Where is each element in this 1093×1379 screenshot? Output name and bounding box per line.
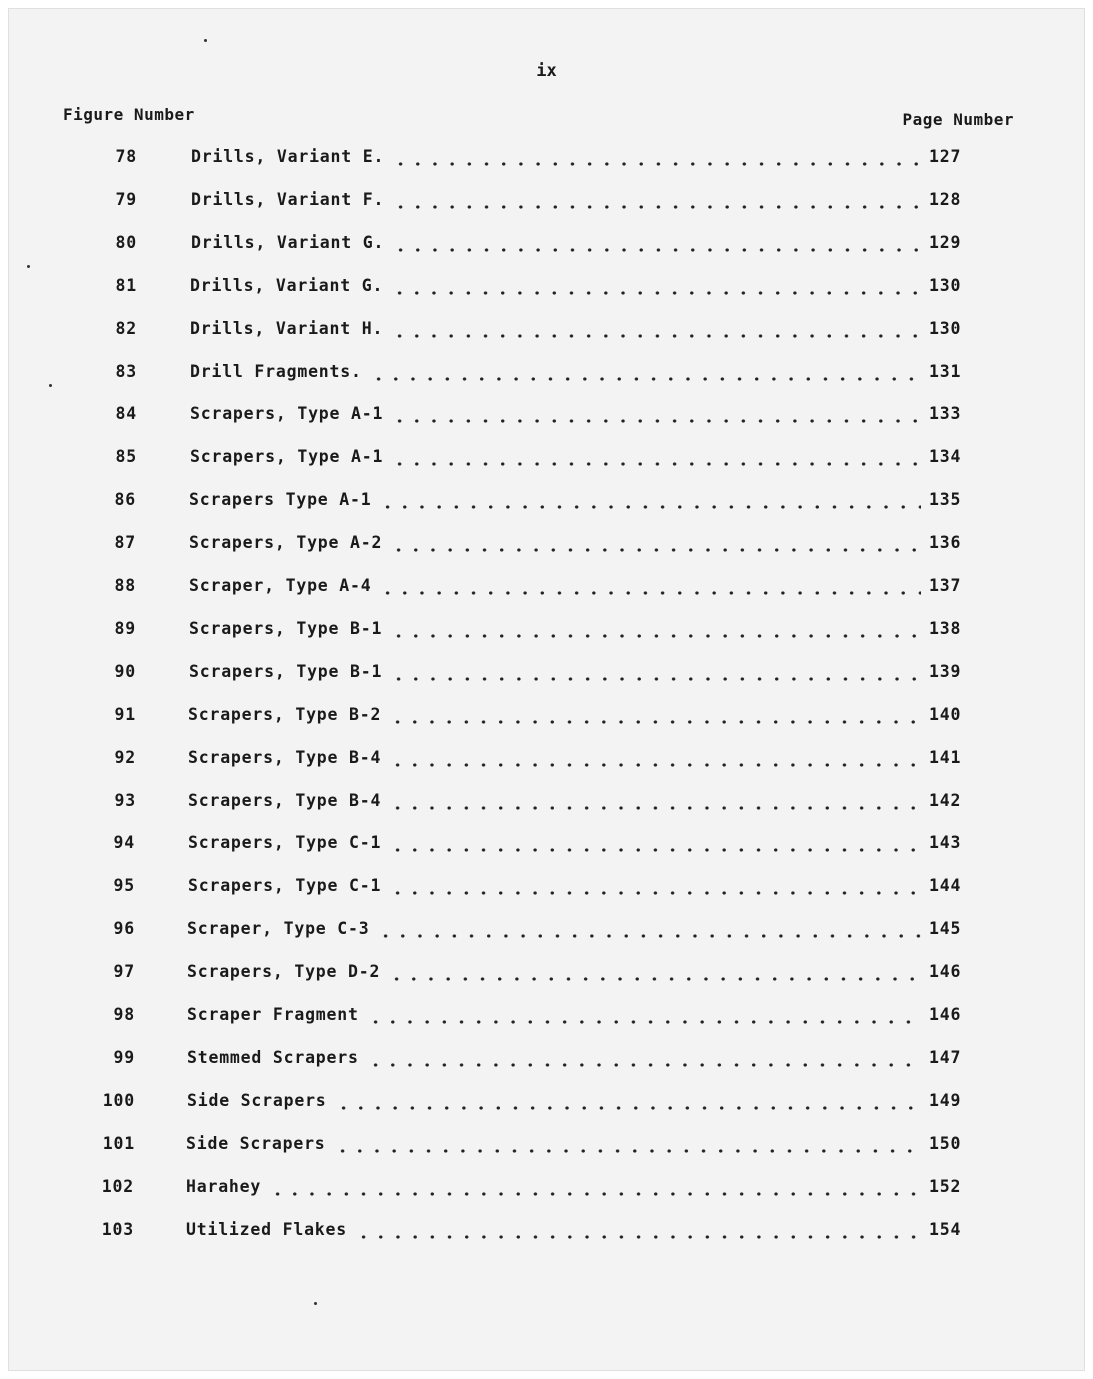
page-ref: 145 [929, 919, 962, 938]
figure-title: Drills, Variant G. [190, 276, 384, 295]
toc-entry [9, 1134, 1084, 1158]
figure-title: Scraper, Type A-4 [189, 576, 372, 595]
figure-number: 103 [101, 1220, 134, 1239]
toc-entry [9, 1220, 1084, 1244]
dot-leader [392, 233, 921, 253]
figure-title: Scrapers, Type A-1 [190, 404, 384, 423]
figure-number: 98 [113, 1005, 135, 1024]
figure-number: 89 [114, 619, 136, 638]
figure-title: Drill Fragments. [190, 362, 362, 381]
page-ref: 139 [929, 662, 962, 681]
page-ref: 143 [929, 833, 962, 852]
figure-number-header: Figure Number [63, 105, 195, 124]
figure-number: 83 [115, 362, 137, 381]
dot-leader [367, 1005, 921, 1025]
dot-leader [389, 876, 921, 896]
figure-title: Scrapers, Type A-2 [189, 533, 383, 552]
figure-title: Scrapers, Type B-1 [189, 662, 383, 681]
page-ref: 128 [929, 190, 962, 209]
figure-number: 81 [115, 276, 137, 295]
dot-leader [390, 662, 921, 682]
dot-leader [379, 576, 921, 596]
figure-number: 99 [113, 1048, 135, 1067]
figure-number: 97 [113, 962, 135, 981]
scan-speck [27, 265, 30, 268]
page-ref: 137 [929, 576, 962, 595]
page-ref: 152 [929, 1177, 962, 1196]
dot-leader [355, 1220, 921, 1240]
page-ref: 131 [929, 362, 962, 381]
page-ref: 142 [929, 791, 962, 810]
dot-leader [370, 362, 921, 382]
figure-number: 95 [113, 876, 135, 895]
figure-number: 86 [114, 490, 136, 509]
toc-entry [9, 319, 1084, 343]
figure-number: 96 [113, 919, 135, 938]
dot-leader [334, 1134, 921, 1154]
dot-leader [391, 276, 921, 296]
figure-title: Utilized Flakes [186, 1220, 348, 1239]
figure-number: 94 [113, 833, 135, 852]
dot-leader [391, 447, 921, 467]
page-ref: 129 [929, 233, 962, 252]
dot-leader [367, 1048, 921, 1068]
page-ref: 146 [929, 962, 962, 981]
dot-leader [391, 404, 921, 424]
figure-title: Scrapers, Type B-1 [189, 619, 383, 638]
page-ref: 147 [929, 1048, 962, 1067]
dot-leader [390, 619, 921, 639]
toc-entry [9, 276, 1084, 300]
toc-entry [9, 662, 1084, 686]
figure-title: Side Scrapers [186, 1134, 326, 1153]
page-ref: 144 [929, 876, 962, 895]
document-page [8, 8, 1085, 1371]
figure-number: 80 [115, 233, 137, 252]
figure-title: Drills, Variant F. [191, 190, 385, 209]
figure-title: Scrapers, Type A-1 [190, 447, 384, 466]
page-ref: 135 [929, 490, 962, 509]
figure-title: Drills, Variant G. [191, 233, 385, 252]
dot-leader [388, 962, 921, 982]
page-ref: 130 [929, 319, 962, 338]
dot-leader [392, 147, 921, 167]
toc-entry [9, 748, 1084, 772]
figure-number: 82 [115, 319, 137, 338]
figure-number: 93 [114, 791, 136, 810]
toc-entry [9, 404, 1084, 428]
page-ref: 141 [929, 748, 962, 767]
figure-title: Drills, Variant E. [191, 147, 385, 166]
page-ref: 127 [929, 147, 962, 166]
scan-speck [204, 39, 207, 42]
page-ref: 150 [929, 1134, 962, 1153]
dot-leader [389, 705, 921, 725]
figure-number: 79 [115, 190, 137, 209]
toc-entry [9, 576, 1084, 600]
dot-leader [389, 791, 921, 811]
toc-entry [9, 619, 1084, 643]
dot-leader [392, 190, 921, 210]
figure-title: Stemmed Scrapers [187, 1048, 359, 1067]
toc-entry [9, 147, 1084, 171]
figure-title: Scrapers, Type B-2 [188, 705, 382, 724]
figure-number: 92 [114, 748, 136, 767]
toc-entry [9, 876, 1084, 900]
dot-leader [389, 833, 921, 853]
page-ref: 138 [929, 619, 962, 638]
figure-number: 87 [114, 533, 136, 552]
page-ref: 133 [929, 404, 962, 423]
dot-leader [269, 1177, 921, 1197]
figure-title: Scrapers, Type D-2 [187, 962, 381, 981]
figure-number: 85 [115, 447, 137, 466]
page-ref: 136 [929, 533, 962, 552]
page-number: ix [536, 61, 557, 81]
scan-speck [49, 384, 52, 387]
figure-number: 90 [114, 662, 136, 681]
toc-entry [9, 490, 1084, 514]
dot-leader [391, 319, 921, 339]
figure-title: Scrapers, Type C-1 [188, 833, 382, 852]
toc-entry [9, 919, 1084, 943]
page-ref: 134 [929, 447, 962, 466]
page-ref: 130 [929, 276, 962, 295]
toc-entry [9, 833, 1084, 857]
figure-title: Scrapers, Type C-1 [188, 876, 382, 895]
toc-entry [9, 447, 1084, 471]
toc-entry [9, 1091, 1084, 1115]
dot-leader [377, 919, 921, 939]
toc-entry [9, 190, 1084, 214]
figure-number: 102 [101, 1177, 134, 1196]
toc-entry [9, 1048, 1084, 1072]
figure-title: Drills, Variant H. [190, 319, 384, 338]
figure-title: Scraper Fragment [187, 1005, 359, 1024]
page-ref: 154 [929, 1220, 962, 1239]
figure-title: Side Scrapers [187, 1091, 327, 1110]
figure-title: Scrapers, Type B-4 [188, 791, 382, 810]
dot-leader [379, 490, 921, 510]
toc-entry [9, 533, 1084, 557]
figure-number: 91 [114, 705, 136, 724]
figure-title: Harahey [186, 1177, 262, 1196]
figure-number: 84 [115, 404, 137, 423]
toc-entry [9, 233, 1084, 257]
toc-entry [9, 1005, 1084, 1029]
figure-title: Scrapers, Type B-4 [188, 748, 382, 767]
toc-entry [9, 705, 1084, 729]
dot-leader [390, 533, 921, 553]
figure-number: 88 [114, 576, 136, 595]
toc-entry [9, 1177, 1084, 1201]
figure-title: Scrapers Type A-1 [189, 490, 372, 509]
figure-title: Scraper, Type C-3 [187, 919, 370, 938]
scan-speck [314, 1302, 317, 1305]
figure-number: 101 [102, 1134, 135, 1153]
toc-entry [9, 791, 1084, 815]
page-ref: 149 [929, 1091, 962, 1110]
page-ref: 146 [929, 1005, 962, 1024]
page-number-header: Page Number [902, 110, 1014, 129]
dot-leader [389, 748, 921, 768]
page-ref: 140 [929, 705, 962, 724]
dot-leader [335, 1091, 921, 1111]
figure-number: 78 [115, 147, 137, 166]
toc-entry [9, 362, 1084, 386]
toc-entry [9, 962, 1084, 986]
figure-number: 100 [102, 1091, 135, 1110]
